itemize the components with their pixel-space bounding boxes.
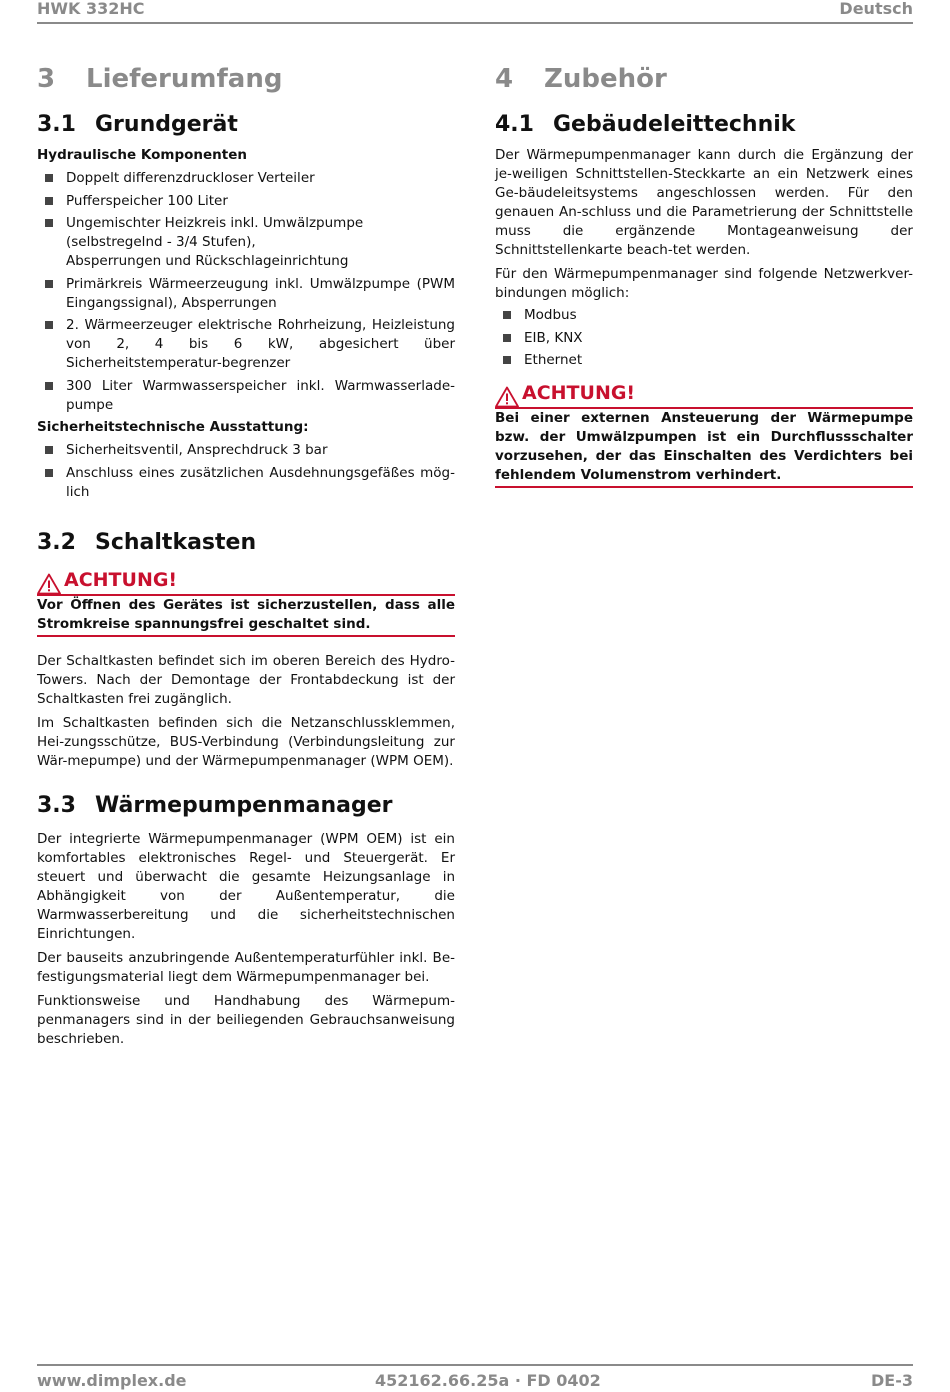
square-bullet-icon [45, 197, 53, 205]
network-connections-list [495, 306, 913, 370]
warning-box-external-control [495, 382, 913, 488]
hydraulic-components-list [37, 169, 455, 415]
warning-text: Bei einer externen Ansteuerung der Wärmepumpe bzw. der Umwälzpumpen ist ein Durchflussschalter vorzusehen, der das Einschalten des Verdichters bei fehlendem Volumenstrom verhindert. [495, 410, 913, 483]
list-item: Doppelt differenzdruckloser Verteiler [37, 169, 455, 188]
list-item: Primärkreis Wärmeerzeugung inkl. Umwälzpumpe (PWM Eingangssignal), Absperrungen [37, 275, 455, 313]
paragraph: Für den Wärmepumpenmanager sind folgende Netzwerkver-bindungen möglich: [495, 266, 913, 301]
warning-box-switchbox [37, 568, 455, 637]
footer-doc-number: 452162.66.25a · FD 0402 [375, 1371, 601, 1390]
square-bullet-icon [45, 174, 53, 182]
square-bullet-icon [45, 469, 53, 477]
square-bullet-icon [45, 219, 53, 227]
paragraph: Der integrierte Wärmepumpenmanager (WPM OEM) ist ein komfortables elektronisches Regel- und Steuergerät. Er steuert und überwacht die gesamte Heizungsanlage in Abhängigkeit von der Außentemperatur, die Warmwasserbereitung und die sicherheitstechnischen Einrichtungen. [37, 830, 455, 942]
safety-equipment-list [37, 441, 455, 502]
warning-triangle-icon [37, 573, 61, 595]
warning-label: ACHTUNG! [522, 382, 636, 404]
paragraph: Der Wärmepumpenmanager kann durch die Ergänzung der je-weiligen Schnittstellen-Steckkarte an ein Netzwerk eines Ge-bäudeleitsystems angeschlossen werden. Für den genauen An-schluss und die Parametrierung der Schnittstelle muss die ergänzende Montageanweisung der Schnittstellenkarte beach-tet werden. [495, 147, 913, 258]
section-3-2-heading: 3.2 Schaltkasten [37, 529, 257, 555]
list-item: 2. Wärmeerzeuger elektrische Rohrheizung, Heizleistung von 2, 4 bis 6 kW, abgesichert über Sicherheitstemperatur-begrenzer [37, 316, 455, 373]
warning-triangle-icon [495, 386, 519, 408]
section-4-1-heading: 4.1 Gebäudeleittechnik [495, 112, 796, 137]
paragraph: Der bauseits anzubringende Außentemperaturfühler inkl. Be-festigungsmaterial liegt dem Wärmepumpenmanager bei. [37, 949, 455, 985]
list-item: Pufferspeicher 100 Liter [37, 192, 455, 211]
square-bullet-icon [503, 334, 511, 342]
list-item: Ethernet [495, 351, 913, 370]
left-column [37, 56, 455, 1049]
section-3-1-heading: 3.1 Grundgerät [37, 112, 238, 137]
list-item: Sicherheitsventil, Ansprechdruck 3 bar [37, 441, 455, 460]
header-language: Deutsch [839, 0, 913, 18]
list-item: 300 Liter Warmwasserspeicher inkl. Warmwasserlade-pumpe [37, 377, 455, 415]
page-header [37, 0, 913, 24]
list-item: Modbus [495, 306, 913, 325]
hydraulic-components-title: Hydraulische Komponenten [37, 147, 248, 163]
paragraph: Der Schaltkasten befindet sich im oberen Bereich des Hydro-Towers. Nach der Demontage der Frontabdeckung ist der Schaltkasten frei zugänglich. [37, 652, 455, 707]
warning-label: ACHTUNG! [64, 568, 178, 591]
list-item: Anschluss eines zusätzlichen Ausdehnungsgefäßes mög-lich [37, 464, 455, 502]
footer-website: www.dimplex.de [37, 1371, 187, 1390]
paragraph: Funktionsweise und Handhabung des Wärmepum-penmanagers sind in der beiliegenden Gebrauchsanweisung beschrieben. [37, 992, 455, 1047]
right-column [495, 56, 913, 488]
square-bullet-icon [45, 446, 53, 454]
safety-equipment-title: Sicherheitstechnische Ausstattung: [37, 419, 309, 435]
list-item: Ungemischter Heizkreis inkl. Umwälzpumpe (selbstregelnd - 3/4 Stufen), Absperrungen und Rückschlageinrichtung [37, 214, 455, 271]
square-bullet-icon [45, 382, 53, 390]
header-model: HWK 332HC [37, 0, 145, 18]
footer-page-number: DE-3 [871, 1371, 913, 1390]
square-bullet-icon [503, 356, 511, 364]
page-footer [37, 1364, 913, 1392]
square-bullet-icon [45, 280, 53, 288]
section-3-3-heading: 3.3 Wärmepumpenmanager [37, 792, 393, 818]
section-4-heading: 4 Zubehör [495, 64, 667, 94]
square-bullet-icon [45, 321, 53, 329]
list-item: EIB, KNX [495, 329, 913, 348]
section-3-heading: 3 Lieferumfang [37, 64, 283, 94]
square-bullet-icon [503, 311, 511, 319]
paragraph: Im Schaltkasten befinden sich die Netzanschlussklemmen, Hei-zungsschütze, BUS-Verbindung (Verbindungsleitung zur Wär-mepumpe) und der Wärmepumpenmanager (WPM OEM). [37, 714, 455, 769]
warning-text: Vor Öffnen des Gerätes ist sicherzustellen, dass alle Stromkreise spannungsfrei geschaltet sind. [37, 596, 455, 632]
